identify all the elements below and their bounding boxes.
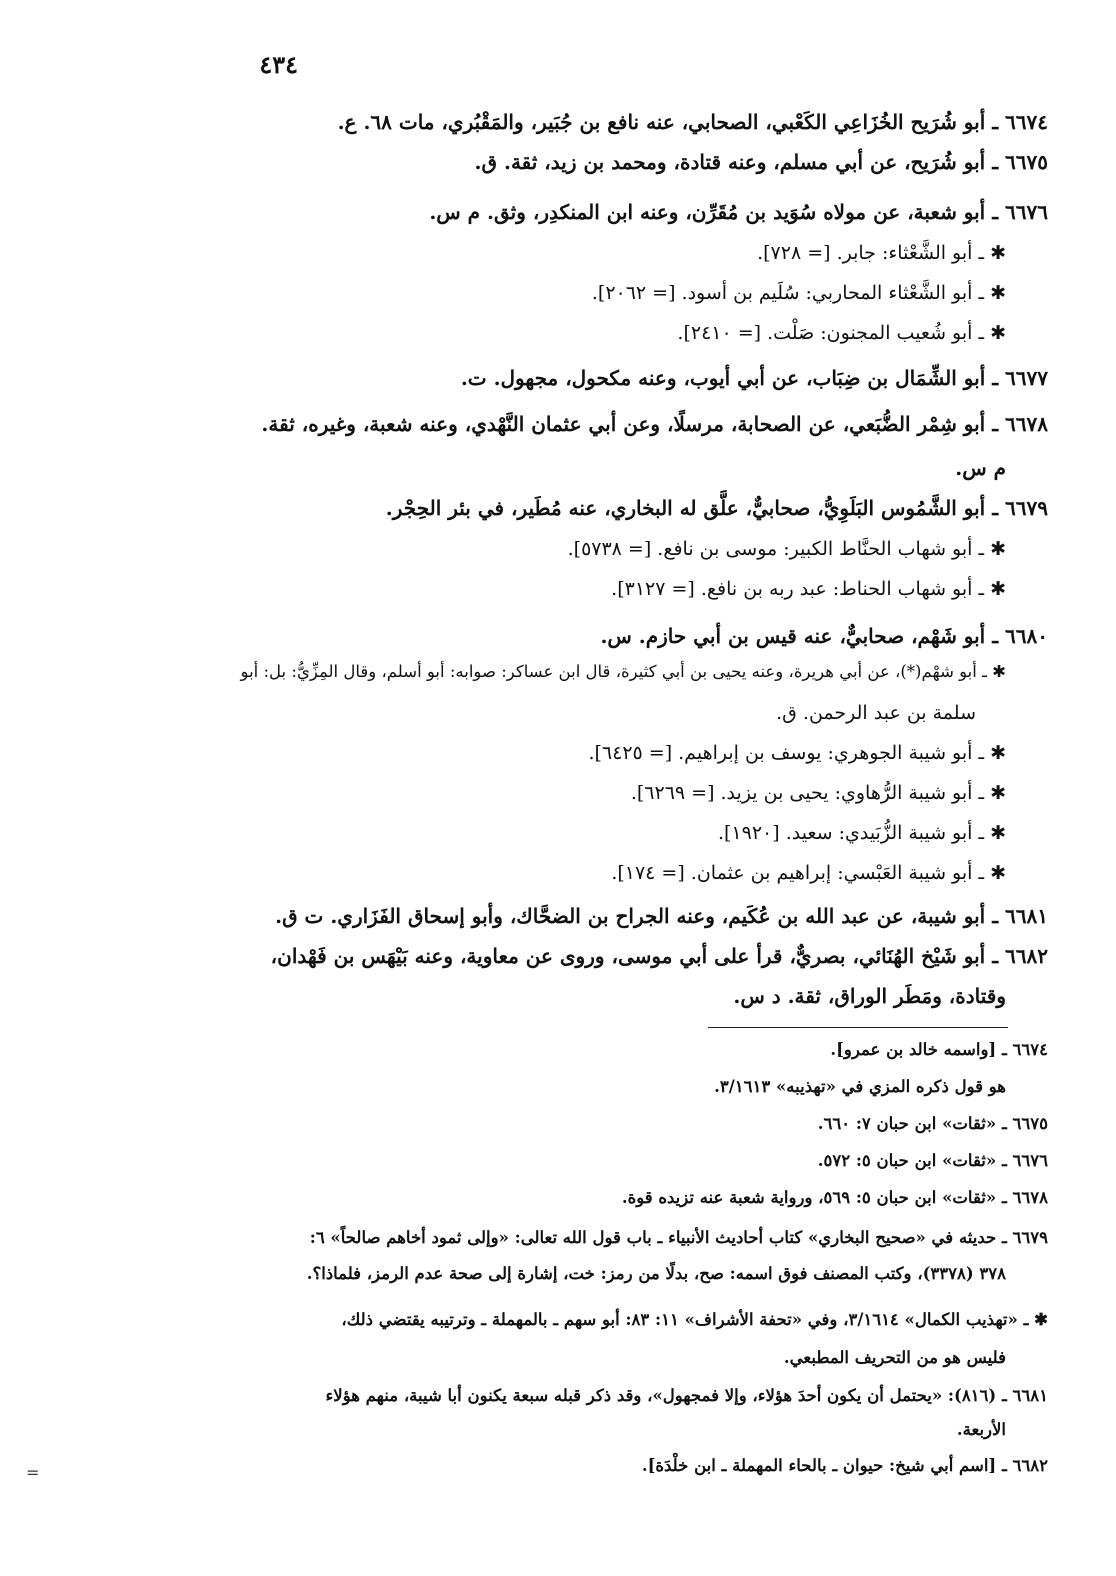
entry-line: ٦٦٨١ ـ أبو شيبة، عن عبد الله بن عُكَيم، وعنه الجراح بن الضحَّاك، وأبو إسحاق الفَزَاري. ت ق.: [275, 904, 1048, 928]
crossref-line: ✱ ـ أبو شيبة الزُّبَيدي: سعيد. [١٩٢٠].: [717, 822, 1006, 844]
crossref-line: ✱ ـ أبو شيبة العَبْسي: إبراهيم بن عثمان. [= ١٧٤].: [611, 862, 1006, 884]
footnote-line: ٦٦٧٤ ـ [واسمه خالد بن عمرو].: [830, 1040, 1048, 1059]
entry-line: م س.: [955, 456, 1006, 480]
entry-line: ٦٦٧٦ ـ أبو شعبة، عن مولاه سُوَيد بن مُقَرِّن، وعنه ابن المنكدِر، وثق. م س.: [429, 200, 1048, 224]
crossref-line: ✱ ـ أبو الشَّعْثاء المحاربي: سُلَيم بن أسود. [= ٢٠٦٢].: [591, 282, 1006, 304]
footnote-line: هو قول ذكره المزي في «تهذيبه» ٣/١٦١٣.: [714, 1077, 1006, 1096]
crossref-line: ✱ ـ أبو الشَّعْثاء: جابر. [= ٧٢٨].: [757, 242, 1006, 264]
page-number: ٤٣٤: [259, 50, 298, 79]
entry-line: ٦٦٨٠ ـ أبو شَهْم، صحابيٌّ، عنه قيس بن أبي حازم. س.: [600, 624, 1048, 648]
crossref-line: ✱ ـ أبو شُعيب المجنون: صَلْت. [= ٢٤١٠].: [677, 322, 1006, 344]
footnote-line: ٣٧٨ (٣٣٧٨)، وكتب المصنف فوق اسمه: صح، بدلًا من رمز: خت، إشارة إلى صحة عدم الرمز، فلماذا؟.: [306, 1264, 1006, 1283]
margin-mark: =: [26, 1463, 40, 1482]
footnote-separator: [708, 1027, 1008, 1028]
entry-line: ٦٦٧٩ ـ أبو الشَّمُوس البَلَوِيُّ، صحابيٌّ، علَّق له البخاري، عنه مُطَير، في بئر الحِجْر.: [385, 496, 1048, 520]
footnote-line: ٦٦٧٦ ـ «ثقات» ابن حبان ٥: ٥٧٢.: [817, 1151, 1048, 1170]
footnote-line: ٦٦٧٨ ـ «ثقات» ابن حبان ٥: ٥٦٩، ورواية شعبة عنه تزيده قوة.: [621, 1188, 1048, 1207]
crossref-line: ✱ ـ أبو شهْم(*)، عن أبي هريرة، وعنه يحيى بن أبي كثيرة، قال ابن عساكر: صوابه: أبو أسلم، وقال المِزِّيُّ: بل: أبو: [240, 662, 1006, 681]
entry-line: ٦٦٧٥ ـ أبو شُرَيح، عن أبي مسلم، وعنه قتادة، ومحمد بن زيد، ثقة. ق.: [474, 150, 1048, 174]
footnote-line: ٦٦٧٩ ـ حديثه في «صحيح البخاري» كتاب أحاديث الأنبياء ـ باب قول الله تعالى: «وإلى ثمود أخاهم صالحاً» ٦:: [309, 1228, 1048, 1247]
footnote-line: الأربعة.: [956, 1420, 1006, 1439]
footnote-line: فليس هو من التحريف المطبعي.: [783, 1348, 1006, 1367]
entry-line: ٦٦٧٤ ـ أبو شُرَيح الخُزَاعِي الكَعْبي، الصحابي، عنه نافع بن جُبَير، والمَقْبُري، مات ٦٨. ع.: [337, 110, 1048, 134]
entry-line: ٦٦٧٨ ـ أبو شِمْر الضُّبَعي، عن الصحابة، مرسلًا، وعن أبي عثمان النَّهْدي، وعنه شعبة، وغيره، ثقة.: [261, 412, 1048, 436]
footnote-line: ٦٦٨١ ـ (٨١٦): «يحتمل أن يكون أحدَ هؤلاء، وإلا فمجهول»، وقد ذكر قبله سبعة يكنون أبا شيبة، منهم هؤلاء: [325, 1386, 1048, 1405]
crossref-line: ✱ ـ أبو شيبة الجوهري: يوسف بن إبراهيم. [= ٦٤٢٥].: [588, 742, 1006, 764]
crossref-line: سلمة بن عبد الرحمن. ق.: [776, 702, 976, 724]
crossref-line: ✱ ـ أبو شهاب الحنَّاط الكبير: موسى بن نافع. [= ٥٧٣٨].: [567, 538, 1006, 560]
footnote-line: ✱ ـ «تهذيب الكمال» ٣/١٦١٤، وفي «تحفة الأشراف» ١١: ٨٣: أبو سهم ـ بالمهملة ـ وترتيبه يقتضي ذلك،: [341, 1310, 1048, 1329]
entry-line: ٦٦٨٢ ـ أبو شَيْخ الهُنَائي، بصريٌّ، قرأ على أبي موسى، وروى عن معاوية، وعنه بَيْهَس بن فَهْدان،: [270, 944, 1048, 968]
entry-line: ٦٦٧٧ ـ أبو الشِّمَال بن ضِبَاب، عن أبي أيوب، وعنه مكحول، مجهول. ت.: [460, 366, 1048, 390]
crossref-line: ✱ ـ أبو شيبة الرُّهاوي: يحيى بن يزيد. [= ٦٢٦٩].: [630, 782, 1006, 804]
footnote-line: ٦٦٧٥ ـ «ثقات» ابن حبان ٧: ٦٦٠.: [817, 1114, 1048, 1133]
footnote-line: ٦٦٨٢ ـ [اسم أبي شيخ: حيوان ـ بالحاء المهملة ـ ابن خلْدَة].: [641, 1456, 1048, 1475]
crossref-line: ✱ ـ أبو شهاب الحناط: عبد ربه بن نافع. [= ٣١٢٧].: [611, 578, 1006, 600]
entry-line: وقتادة، ومَطَر الوراق، ثقة. د س.: [733, 984, 1006, 1008]
